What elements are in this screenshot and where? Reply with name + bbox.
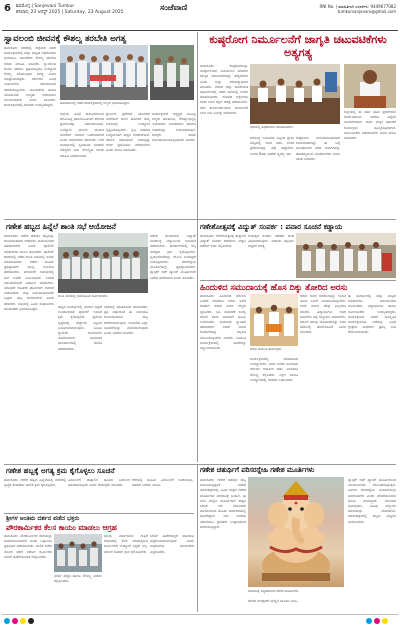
headline-7a: ಶ್ರೀಗಳ ಅಂತಿಮ ದರ್ಶನ ಪಡೆದ ಭಕ್ತರು bbox=[6, 515, 80, 522]
registration-dot bbox=[12, 618, 18, 624]
column-divider-3 bbox=[197, 464, 198, 612]
article-7-col3: ಹಲವು ವರ್ಷಗಳಿಂದ ಗುತ್ತಿಗೆ ಆಧಾರದಲ್ಲಿ ಕೆಲಸ ಮಾಡುತ್ತಿರುವ ಕಾರ್ಮಿಕರಿಗೆ ಉದ್ಯೋಗ ಭದ್ರತೆ ಇಲ್ಲ. ಸರ್ಕಾರ ಕೂಡಲೇ ಕ್ರಮ ಕೈಗೊಳ್ಳಬೇಕು. bbox=[104, 534, 148, 554]
article-1-body: ತುಮಕೂರು ನಗರದಲ್ಲಿ ಶುಕ್ರವಾರ ನಡೆದ ಕಾರ್ಯಕ್ರಮದಲ್ಲಿ ಜಿಲ್ಲಾ ಮಟ್ಟದ ಅಧಿಕಾರಿಗಳು ಭಾಗವಹಿಸಿ ಯುವಕರಿಗೆ ಕೌಶಲ್ಯ ತರಬೇತಿ ಕುರಿತು ಮಾಹಿತಿ ನೀಡಿದರು. ಸ್ವಾವಲಂಬಿ ಜೀವನ ನಡೆಸಲು ಪ್ರತಿಯೊಬ್ಬರೂ ಉದ್ಯೋಗ ಕೌಶಲ್ಯ ಕಲಿಯುವುದು ಅಗತ್ಯ ಎಂದು ಅಭಿಪ್ರಾಯಪಟ್ಟರು. ಸರ್ಕಾರದ ವಿವಿಧ ಯೋಜನೆಗಳ ಸದುಪಯೋಗ ಪಡೆದುಕೊಳ್ಳಬೇಕು. ಮಹಿಳೆಯರು ಹಾಗೂ ಯುವಜನರು ಉದ್ಯಮ ಆರಂಭಿಸಲು ಮುಂದಾಗಬೇಕು ಎಂದು ತಿಳಿಸಿದರು. ಕಾರ್ಯಕ್ರಮದಲ್ಲಿ ಹಲವರು ಉಪಸ್ಥಿತರಿದ್ದರು. bbox=[4, 46, 56, 108]
section-divider-4 bbox=[4, 513, 194, 514]
article-6-col3: ಕೆರೆಗಳಲ್ಲಿ ಮೂರ್ತಿ ವಿಸರ್ಜನೆಗೆ ಅವಕಾಶವಿಲ್ಲ. ಸಹಕಾರ ನೀಡಲು ಮನವಿ. bbox=[132, 478, 194, 488]
caption-4: ಅರಸು ಜಯಂತಿ ಕಾರ್ಯಕ್ರಮ. bbox=[250, 347, 283, 351]
peace-meeting-photo bbox=[58, 233, 148, 293]
article-2-col2: ಆರೋಗ್ಯ ಇಲಾಖೆಯ ಸಿಬ್ಬಂದಿ ಗ್ರಾಮ ಮಟ್ಟದಲ್ಲಿ ಶಿಬಿರ ನಡೆಸಿ ಶಂಕಿತ ಪ್ರಕರಣಗಳನ್ನು ಪತ್ತೆ ಹಚ್ಚಬೇಕು. ಉಚಿತ ಔಷಧಿ ವಿತರಣೆ ವ್ಯವಸ್ಥೆ ಇದೆ. bbox=[250, 136, 294, 156]
article-6-col1: ತುಮಕೂರು: ಗಣೇಶ ಹಬ್ಬದ ಹಿನ್ನೆಲೆಯಲ್ಲಿ ನಗರದಲ್ಲಿ ಸ್ವಚ್ಛತೆ ಕಾಪಾಡಲು ಪಾಲಿಕೆ ಕ್ರಮ ಕೈಗೊಳ್ಳಲಿದೆ. bbox=[4, 478, 66, 488]
caption-5: ಮಾರಾಟಕ್ಕೆ ಸಿದ್ಧವಾಗಿರುವ ಗಣೇಶ ಮೂರ್ತಿಗಳು. bbox=[248, 589, 300, 593]
article-4-col1: ತುಮಕೂರು: ಗಣೇಶೋತ್ಸವಕ್ಕೆ ತಾತ್ಕಾಲಿಕ ವಿದ್ಯುತ್ ಸಂಪರ್ಕ ಪಡೆಯಲು ಬೆಸ್ಕಾಂ ಕಚೇರಿಗೆ ಅರ್ಜಿ ಸಲ್ಲಿಸಬೇಕು. bbox=[200, 234, 246, 249]
speaker-photo bbox=[344, 64, 396, 108]
article-5-col4: ಈ ಸಂದರ್ಭದಲ್ಲಿ ಜಿಲ್ಲಾ ಮಟ್ಟದ ಅಧಿಕಾರಿಗಳು, ಸಮುದಾಯದ ಮುಖಂಡರು, ವಿದ್ಯಾರ್ಥಿಗಳು ಹಾಗೂ ಸಾರ್ವಜನಿಕರು ಉಪಸ್ಥಿತರಿದ್ದರು. ಕಾರ್ಯಕ್ರಮದ ನಂತರ ಸಾಂಸ್ಕೃತಿಕ ಕಾರ್ಯಕ್ರಮಗಳು ನಡೆದವು. ವಿವಿಧ ಕ್ಷೇತ್ರಗಳ ಸಾಧಕರಿಗೆ ಪ್ರಶಸ್ತಿ ನೀಡಿ ಗೌರವಿಸಲಾಯಿತು. bbox=[348, 294, 396, 335]
article-8-col1: ತುಮಕೂರು: ಗಣೇಶ ಚತುರ್ಥಿ ಹಬ್ಬ ಸಮೀಪಿಸುತ್ತಿದ್ದಂತೆ ನಗರದ ಮಾರುಕಟ್ಟೆಗಳಲ್ಲಿ ವಿವಿಧ ಗಾತ್ರದ ಗಣೇಶ ಮೂರ್ತಿಗಳು ಮಾರಾಟಕ್ಕೆ ಬಂದಿವೆ. ಈ ಬಾರಿ ಮಣ್ಣಿನ ಮೂರ್ತಿಗಳಿಗೆ ಹೆಚ್ಚಿನ ಬೇಡಿಕೆ ಇದೆ. ಕಲಾವಿದರು ತಿಂಗಳುಗಳಿಂದ ಮೂರ್ತಿ ತಯಾರಿಕೆಯಲ್ಲಿ ತೊಡಗಿದ್ದಾರೆ. ಬೆಲೆ ಏರಿಕೆಯ ನಡುವೆಯೂ ಗ್ರಾಹಕರು ಉತ್ಸಾಹದಿಂದ ಖರೀದಿಸುತ್ತಿದ್ದಾರೆ. bbox=[200, 478, 246, 529]
article-3-col1: ತುಮಕೂರು: ಗಣೇಶ ಚತುರ್ಥಿ ಹಬ್ಬವನ್ನು ಶಾಂತಿಯುತವಾಗಿ ಆಚರಿಸಲು ಸಾರ್ವಜನಿಕರು ಸಹಕರಿಸಬೇಕು ಎಂದು ಪೊಲೀಸ್ ಅಧಿಕಾರಿಗಳು ಮನವಿ ಮಾಡಿದರು. ಪೊಲೀಸ್ ಠಾಣೆಯಲ್ಲಿ ನಡೆದ ಶಾಂತಿ ಸಭೆಯಲ್ಲಿ ಅವರು ಮಾತನಾಡಿದರು. ಗಣೇಶ ಮೂರ್ತಿ ಪ್ರತಿಷ್ಠಾಪನೆಗೆ ಮುನ್ನ ಅನುಮತಿ ಪಡೆಯಬೇಕು. ಮೆರವಣಿಗೆ ಸಮಯದಲ್ಲಿ ಡಿಜೆ ಬಳಕೆಗೆ ನಿರ್ಬಂಧವಿದೆ. ನಿಗದಿತ ಸಮಯದೊಳಗೆ ವಿಸರ್ಜನೆ ಮಾಡಬೇಕು. ಯಾವುದೇ ಅಹಿತಕರ ಘಟನೆಗಳಿಗೆ ಅವಕಾಶ ನೀಡಬಾರದು. ಎಲ್ಲಾ ಸಮುದಾಯದವರು ಒಟ್ಟಾಗಿ ಹಬ್ಬ ಆಚರಿಸಬೇಕು ಎಂದು ಹೇಳಿದರು. ಸಭೆಯಲ್ಲಿ ವಿವಿಧ ಸಂಘಟನೆಗಳ ಮುಖಂಡರು ಭಾಗವಹಿಸಿದ್ದರು. bbox=[4, 234, 54, 311]
page-number: 6 bbox=[4, 3, 11, 14]
headline-1: ಸ್ವಾವಲಂಬಿ ಜೀವನಕ್ಕೆ ಕೌಶಲ್ಯ ತರಬೇತಿ ಅಗತ್ಯ bbox=[4, 34, 127, 44]
article-6-col2: ವಿಸರ್ಜನೆಗೆ ತಾತ್ಕಾಲಿಕ ಹೊಂಡ ನಿರ್ಮಾಣ ಮಾಡಲಾಗುವುದು ಎಂದು ಆಯುಕ್ತರು ತಿಳಿಸಿದರು. bbox=[68, 478, 130, 488]
article-1-col3: ಗ್ರಾಮೀಣ ಪ್ರದೇಶದ ಯುವಕರು ನಗರಗಳಿಗೆ ವಲಸೆ ಹೋಗದೆ ತಮ್ಮ ಊರಿನಲ್ಲೇ ಉದ್ಯೋಗ ಸೃಷ್ಟಿಸಿಕೊಳ್ಳಬೇಕು. ಕೃಷಿ ಆಧಾರಿತ ಉದ್ಯಮಗಳಿಗೆ ಹೆಚ್ಚಿನ ಅವಕಾಶಗಳಿವೆ. ಸರ್ಕಾರ ಸಹಾಯಧನ ನೀಡುತ್ತಿದ್ದು ಅದರ ಪ್ರಯೋಜನ ಪಡೆಯಬೇಕು ಎಂದು ಮನವಿ ಮಾಡಿದರು. bbox=[106, 112, 150, 153]
date-label: ಶನಿವಾರ, 23 ಆಗಸ್ಟ್ 2025 | Saturday, 23 August 2025 bbox=[16, 9, 124, 15]
article-2-col1: ತುಮಕೂರು: ಕುಷ್ಠರೋಗವನ್ನು ಸಂಪೂರ್ಣವಾಗಿ ನಿರ್ಮೂಲನೆ ಮಾಡಲು ಜಾಗೃತಿ ಚಟುವಟಿಕೆಗಳನ್ನು ಹೆಚ್ಚಿಸಬೇಕು ಎಂದು ಜಿಲ್ಲಾ ಆರೋಗ್ಯಾಧಿಕಾರಿ ತಿಳಿಸಿದರು. ನಗರದ ಜಿಲ್ಲಾ ಪಂಚಾಯಿತಿ ಸಭಾಂಗಣದಲ್ಲಿ ನಡೆದ ಸಭೆಯಲ್ಲಿ ಅವರು ಮಾತನಾಡಿದರು. ರೋಗದ ಲಕ್ಷಣಗಳು ಕಂಡು ಬಂದ ತಕ್ಷಣ ಚಿಕಿತ್ಸೆ ಪಡೆಯಬೇಕು. ಆಶಾ ಕಾರ್ಯಕರ್ತೆಯರು ಮನೆಮನೆಗೆ ಭೇಟಿ ನೀಡಿ ಸಮೀಕ್ಷೆ ನಡೆಸಬೇಕು. bbox=[200, 64, 248, 115]
article-1-col2: ಜಿಲ್ಲೆಯ ವಿವಿಧ ತಾಲೂಕುಗಳಿಂದ ಆಗಮಿಸಿದ್ದ ಫಲಾನುಭವಿಗಳಿಗೆ ತರಬೇತಿ ಪ್ರಮಾಣಪತ್ರ ವಿತರಿಸಲಾಯಿತು. ಉದ್ಯೋಗ ಮೇಳದ ಮೂಲಕ ಅನೇಕರಿಗೆ ಅವಕಾಶ ಒದಗಿಸಲಾಗಿದೆ ಎಂದು ಅಧಿಕಾರಿಗಳು ಹೇಳಿದರು. ಇದೇ ಸಂದರ್ಭದಲ್ಲಿ ಸ್ವಸಹಾಯ ಸಂಘಗಳ ಸದಸ್ಯರಿಗೆ ಸಾಲ ಸೌಲಭ್ಯದ ಕುರಿತು ಮಾಹಿತಿ ನೀಡಲಾಯಿತು. bbox=[60, 112, 104, 158]
article-5-col1: ತುಮಕೂರು: ಹಿಂದುಳಿದ ವರ್ಗಗಳ ಏಳಿಗೆಗೆ ದೇವರಾಜ ಅರಸು ಅವರ ಕೊಡುಗೆ ಅಪಾರ ಎಂದು ಗಣ್ಯರು ಸ್ಮರಿಸಿದರು. ಭೂ ಸುಧಾರಣೆ ಕಾಯ್ದೆ ಜಾರಿಗೆ ತಂದು ಬಡವರಿಗೆ ಭೂಮಿ ಒದಗಿಸಿದರು. ಸಾಮಾಜಿಕ ನ್ಯಾಯದ ಹರಿಕಾರರಾಗಿ ಅವರು ನೀಡಿದ ಕೊಡುಗೆಯನ್ನು ಎಲ್ಲರೂ ನೆನಪಿಸಿಕೊಳ್ಳಬೇಕು ಎಂದರು. ಜಯಂತಿ ಕಾರ್ಯಕ್ರಮದಲ್ಲಿ ಸಾಧಕರನ್ನು ಸನ್ಮಾನಿಸಲಾಯಿತು. bbox=[200, 294, 246, 351]
group-photo-2 bbox=[150, 45, 194, 100]
column-divider-2 bbox=[197, 222, 198, 462]
article-4-col2: ಅನಧಿಕೃತ ಸಂಪರ್ಕ ಪಡೆದರೆ ದಂಡ ವಿಧಿಸಲಾಗುವುದು. ಅಪಾಯ ತಪ್ಪಿಸಲು ಎಚ್ಚರಿಕೆ ಅಗತ್ಯ. bbox=[248, 234, 294, 249]
headline-8: ಗಣೇಶ ಚತುರ್ಥಿಗೆ ಪರಿಸರಸ್ನೇಹಿ ಗಣೇಶ ಮೂರ್ತಿಗಳು bbox=[200, 466, 315, 474]
felicitation-photo bbox=[250, 294, 298, 346]
footer-rule bbox=[2, 614, 398, 615]
protest-photo bbox=[54, 534, 102, 572]
meeting-photo bbox=[250, 64, 340, 124]
group-photo-1 bbox=[60, 45, 148, 100]
headline-2: ಕುಷ್ಠರೋಗ ನಿರ್ಮೂಲನೆಗೆ ಜಾಗೃತಿ ಚಟುವಟಿಕೆಗಳು ಅತ್ಯಗತ್ಯ bbox=[209, 33, 387, 59]
article-7-col4: ಬೇಡಿಕೆ ಈಡೇರದಿದ್ದರೆ ಹೋರಾಟ ತೀವ್ರಗೊಳಿಸಲಾಗುವುದು ಎಂದು ಸಂಘಟನೆಯ ಮುಖಂಡರು ಎಚ್ಚರಿಸಿದರು. bbox=[150, 534, 194, 554]
registration-dot bbox=[20, 618, 26, 624]
website-line: tumkursanjevani@gmail.com bbox=[337, 9, 396, 14]
event-photo bbox=[296, 233, 396, 278]
caption-2: ಸಭೆಯಲ್ಲಿ ಅಧಿಕಾರಿಗಳು ಮಾತನಾಡಿದರು. bbox=[250, 125, 294, 129]
article-5-col3: ಅರಸು ಅವರ ಆದರ್ಶಗಳನ್ನು ಇಂದಿನ ಯುವ ಪೀಳಿಗೆ ಅಳವಡಿಸಿಕೊಳ್ಳಬೇಕು. ಅವರ ಜೀವನ ಚರಿತ್ರೆ ಎಲ್ಲರಿಗೂ ಮಾದರಿ. ವಿದ್ಯಾರ್ಥಿಗಳು ಅವರ ಸಾಧನೆಗಳ ಬಗ್ಗೆ ಅಧ್ಯಯನ ಮಾಡಬೇಕು. ಸರ್ಕಾರ ಹಲವು ಯೋಜನೆಗಳನ್ನು ಅವರ ಹೆಸರಿನಲ್ಲಿ ಜಾರಿಗೊಳಿಸಿದೆ ಎಂದು ತಿಳಿಸಿದರು. bbox=[300, 294, 346, 335]
article-2-col4: ಜಿಲ್ಲೆಯಲ್ಲಿ ಈ ವರ್ಷ ಹೊಸ ಪ್ರಕರಣಗಳು ಕಡಿಮೆಯಾಗಿವೆ. ಆದರೂ ಎಚ್ಚರಿಕೆ ವಹಿಸಬೇಕಾಗಿದೆ. ಶಾಲಾ ಮಕ್ಕಳ ತಪಾಸಣೆ ಕಾರ್ಯಕ್ರಮ ಹಮ್ಮಿಕೊಳ್ಳಲಾಗಿದೆ. ಸಾರ್ವಜನಿಕರು ಸಹಕರಿಸಬೇಕು ಎಂದು ಮನವಿ ಮಾಡಿದರು. bbox=[344, 110, 396, 141]
registration-dot bbox=[374, 618, 380, 624]
registration-dot bbox=[28, 618, 34, 624]
headline-6: ಗಣೇಶ ಹಬ್ಬಕ್ಕೆ ಅಗತ್ಯ ಕ್ರಮ ಕೈಗೊಳ್ಳಲು ಸೂಚನೆ bbox=[6, 466, 115, 475]
article-3-col2a: ಹಬ್ಬದ ಸಂದರ್ಭದಲ್ಲಿ ಸಂಚಾರ ದಟ್ಟಣೆ ಉಂಟಾಗದಂತೆ ಪೊಲೀಸ್ ಇಲಾಖೆ ಕ್ರಮ ಕೈಗೊಳ್ಳಲಿದೆ. ಪ್ರಮುಖ ವೃತ್ತಗಳಲ್ಲಿ ಹೆಚ್ಚುವರಿ ಸಿಬ್ಬಂದಿ ನಿಯೋಜಿಸಲಾಗುವುದು. ಸಿಸಿಟಿವಿ ಕ್ಯಾಮೆರಾ ಅಳವಡಿಸಲು ಸೂಚಿಸಲಾಗಿದೆ. ಸಾಮಾಜಿಕ ಜಾಲತಾಣಗಳಲ್ಲಿ ವದಂತಿ ಹರಡಬಾರದು. bbox=[58, 305, 102, 351]
column-divider-1 bbox=[197, 32, 198, 222]
article-8-col2: ಪರಿಸರ ಸಂರಕ್ಷಣೆಗೆ ಮಣ್ಣಿನ ಮೂರ್ತಿ ಬಳಸಿ. bbox=[248, 599, 299, 603]
section-divider-2 bbox=[200, 280, 396, 281]
section-divider-3 bbox=[4, 464, 396, 465]
headline-4: ಗಣೇಶೋತ್ಸವಕ್ಕೆ ವಿದ್ಯುತ್ ಸಂಪರ್ಕ : ಪವಾರ ಸೂಚನೆ ಕಡ್ಡಾಯ bbox=[200, 222, 343, 231]
registration-dot bbox=[4, 618, 10, 624]
article-1-col4: ಕಾರ್ಯಕ್ರಮದ ಅಧ್ಯಕ್ಷತೆ ವಹಿಸಿದ್ದ ಗಣ್ಯರು ಮಾತನಾಡಿ, ಕೌಶಲ್ಯಾಭಿವೃದ್ಧಿ ಇಲಾಖೆಯು ನಿರಂತರವಾಗಿ ತರಬೇತಿ ಶಿಬಿರಗಳನ್ನು ಆಯೋಜಿಸುತ್ತಿದೆ. ಆಸಕ್ತರು ಹೆಸರು ನೋಂದಾಯಿಸಿಕೊಳ್ಳಬಹುದು ಎಂದರು. bbox=[152, 112, 196, 143]
registration-dot bbox=[366, 618, 372, 624]
headline-7b: ಪೌರಕಾರ್ಮಿಕರ ಕೆಲಸ ಕಾಯಂ ಮಾಡಲು ಆಗ್ರಹ bbox=[6, 523, 117, 532]
article-5-col2: ಕಾರ್ಯಕ್ರಮದಲ್ಲಿ ಮಾತನಾಡಿದ ಉಪನ್ಯಾಸಕರು, ಅರಸು ಅವರು ಹಿಂದುಳಿದ ವರ್ಗಗಳ ಆಯೋಗ ರಚಿಸಿ ಮೀಸಲಾತಿ ಸೌಲಭ್ಯ ಕಲ್ಪಿಸಿದರು. ಶಿಕ್ಷಣ ಹಾಗೂ ಉದ್ಯೋಗದಲ್ಲಿ ಅವಕಾಶ ಒದಗಿಸಿದರು. bbox=[250, 357, 298, 382]
masthead-rule bbox=[2, 30, 398, 31]
article-8-col3: ಪ್ಲಾಸ್ಟರ್ ಆಫ್ ಪ್ಯಾರಿಸ್ ಮೂರ್ತಿಗಳಿಂದ ಜಲಮೂಲಗಳು ಕಲುಷಿತಗೊಳ್ಳುತ್ತವೆ. ಹೀಗಾಗಿ ಪರಿಸರಸ್ನೇಹಿ ಮೂರ್ತಿಗಳನ್ನೇ ಖರೀದಿಸಬೇಕು ಎಂದು ಪರಿಸರವಾದಿಗಳು ಮನವಿ ಮಾಡಿದ್ದಾರೆ. ಅಲಂಕಾರ ಸಾಮಗ್ರಿಗಳು, ಹೂವು ಹಣ್ಣುಗಳ ಮಾರಾಟವೂ ಜೋರಾಗಿದೆ. ಮಾರುಕಟ್ಟೆಯಲ್ಲಿ ಹಬ್ಬದ ಸಂಭ್ರಮ ಕಂಡುಬಂದಿದೆ. bbox=[348, 478, 396, 524]
paper-name: ಸಂಜೆವಾಣಿ bbox=[160, 2, 188, 12]
contact-info bbox=[320, 4, 396, 14]
article-3-col2b: ಸಭೆಯಲ್ಲಿ ಮಾತನಾಡಿದ ಮುಖಂಡರು, ಪ್ರತಿ ವರ್ಷದಂತೆ ಈ ಬಾರಿಯೂ ಶಾಂತಿಯುತವಾಗಿ ಹಬ್ಬ ಆಚರಿಸಲಾಗುವುದು. ಇಲಾಖೆಯ ಎಲ್ಲಾ ಸೂಚನೆಗಳನ್ನು ಪಾಲಿಸಲಾಗುವುದು ಎಂದು ಭರವಸೆ ನೀಡಿದರು. bbox=[104, 305, 148, 336]
headline-5: ಹಿಂದುಳಿದ ಸಮುದಾಯಕ್ಕೆ ಹೊಸ ದಿಕ್ಕು ತೋರಿದ ಅರಸು bbox=[200, 282, 348, 292]
section-divider-1 bbox=[4, 219, 396, 220]
article-3-col3: ಗಣೇಶ ಮಂಡಳಿಗಳು ವಿದ್ಯುತ್ ಸಂಪರ್ಕಕ್ಕೆ ಬೆಸ್ಕಾಂನಿಂದ ಅನುಮತಿ ಪಡೆಯಬೇಕು. ಪೆಂಡಾಲ್‌ಗಳಲ್ಲಿ ಅಗ್ನಿ ಸುರಕ್ಷತಾ ಕ್ರಮ ಕೈಗೊಳ್ಳಬೇಕು. ಸ್ವಯಂಸೇವಕರನ್ನು ನೇಮಿಸಿ ಜನದಟ್ಟಣೆ ನಿಯಂತ್ರಿಸಬೇಕು. ಪರಿಸರಸ್ನೇಹಿ ಮೂರ್ತಿಗಳನ್ನೇ ಪ್ರತಿಷ್ಠಾಪಿಸಬೇಕು. ಪ್ಲಾಸ್ಟರ್ ಆಫ್ ಪ್ಯಾರಿಸ್ ಮೂರ್ತಿಗಳಿಗೆ ನಿಷೇಧ ಹೇರಲಾಗಿದೆ ಎಂದು ತಿಳಿಸಿದರು. bbox=[150, 234, 196, 280]
caption-1: ತುಮಕೂರಿನಲ್ಲಿ ನಡೆದ ಕಾರ್ಯಕ್ರಮದಲ್ಲಿ ಗಣ್ಯರು ಭಾಗವಹಿಸಿದ್ದರು. bbox=[60, 101, 131, 105]
caption-3: ಶಾಂತಿ ಸಭೆಯಲ್ಲಿ ಭಾಗವಹಿಸಿದ ಸಾರ್ವಜನಿಕರು. bbox=[58, 294, 109, 298]
edition-label: ಶಿವಮೊಗ್ಗ | Sanjevani Tumkur bbox=[16, 4, 75, 9]
ganesha-idol-photo bbox=[248, 477, 344, 587]
article-7-col2: ವೇತನ ಹೆಚ್ಚಳ ಹಾಗೂ ಸೌಲಭ್ಯ ನೀಡಲು ಆಗ್ರಹಿಸಿದರು. bbox=[54, 574, 102, 584]
masthead bbox=[2, 2, 398, 32]
article-2-col3: ಕುಷ್ಠರೋಗ ಗುಣಪಡಿಸಬಹುದಾದ ಕಾಯಿಲೆಯಾಗಿದ್ದು ಈ ಬಗ್ಗೆ ಮೂಢನಂಬಿಕೆ ಬೇಡ. ರೋಗಿಗಳನ್ನು ತಾರತಮ್ಯದಿಂದ ನೋಡಬಾರದು ಎಂದು ಸಲಹೆ ನೀಡಿದರು. bbox=[296, 136, 340, 161]
headline-3: ಗಣೇಶ ಹಬ್ಬದ ಹಿನ್ನೆಲೆ ಶಾಂತಿ ಸಭೆ ಆಯೋಜನೆ bbox=[6, 222, 116, 231]
article-7-col1: ತುಮಕೂರು: ಪೌರಕಾರ್ಮಿಕರ ಸೇವೆಯನ್ನು ಕಾಯಂಗೊಳಿಸಬೇಕು ಎಂದು ಒತ್ತಾಯಿಸಿ ಪ್ರತಿಭಟನೆ ನಡೆಸಲಾಯಿತು. ಪಾಲಿಕೆ ಕಚೇರಿ ಮುಂದೆ ಧರಣಿ ನಡೆಸಿದ ಕಾರ್ಮಿಕರು ಬೇಡಿಕೆ ಈಡೇರಿಸುವಂತೆ ಆಗ್ರಹಿಸಿದರು. bbox=[4, 534, 52, 559]
registration-dot bbox=[382, 618, 388, 624]
contact-line: RNI No. | ಮಾಹಿತಿಗಾಗಿ ಸಂಪರ್ಕಿಸಿ: 9449677082 bbox=[319, 4, 396, 9]
edition-date bbox=[16, 4, 124, 15]
